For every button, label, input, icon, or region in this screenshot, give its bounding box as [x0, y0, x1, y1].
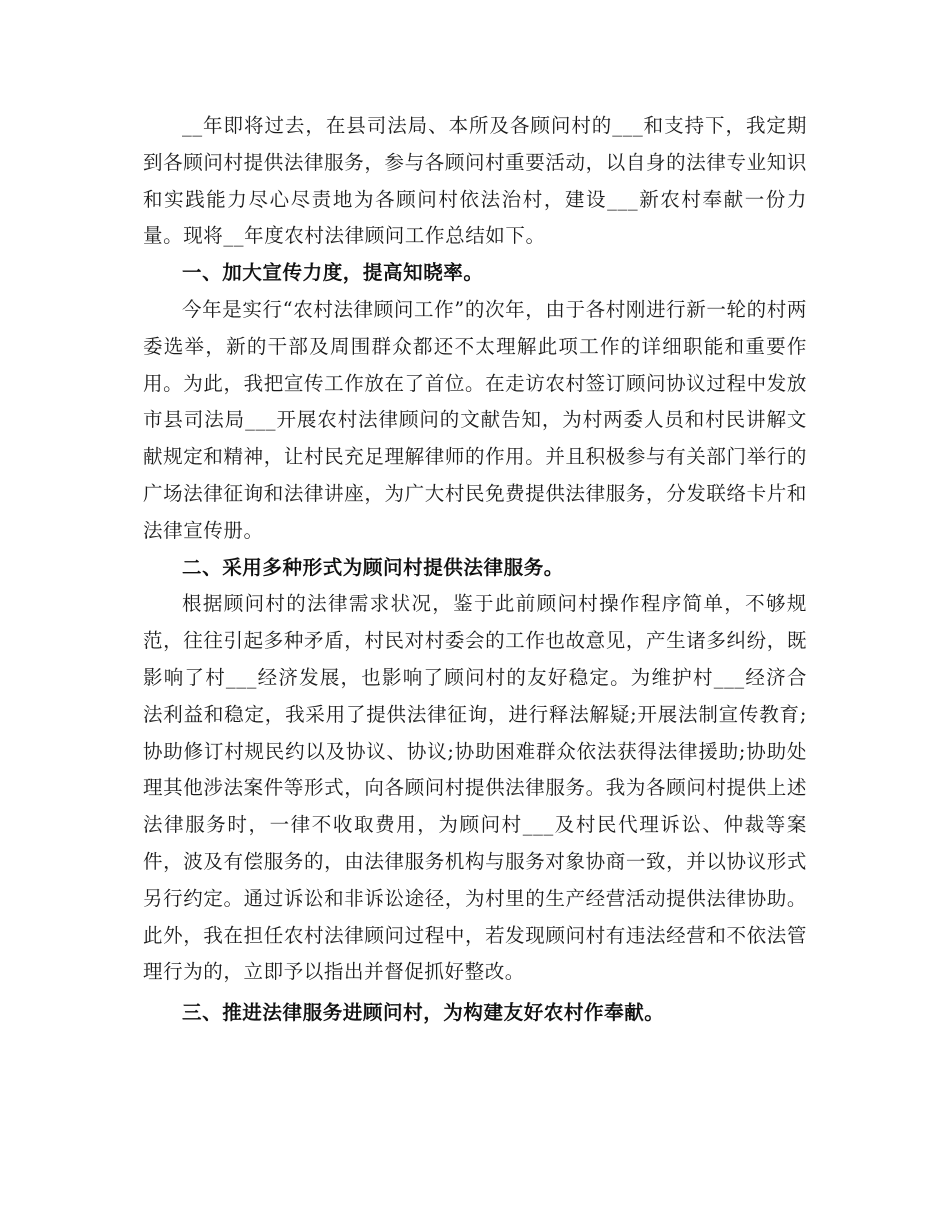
intro-paragraph: __年即将过去，在县司法局、本所及各顾问村的___和支持下，我定期到各顾问村提供法律服务，参与各顾问村重要活动，以自身的法律专业知识和实践能力尽心尽责地为各顾问村依法治村，建设___新农村奉献一份力量。现将__年度农村法律顾问工作总结如下。 [143, 114, 807, 248]
section-2-paragraph: 根据顾问村的法律需求状况，鉴于此前顾问村操作程序简单，不够规范，往往引起多种矛盾，村民对村委会的工作也故意见，产生诸多纠纷，既影响了村___经济发展，也影响了顾问村的友好稳定。为维护村___经济合法利益和稳定，我采用了提供法律征询，进行释法解疑;开展法制宣传教育;协助修订村规民约以及协议、协议;协助困难群众依法获得法律援助;协助处理其他涉法案件等形式，向各顾问村提供法律服务。我为各顾问村提供上述法律服务时，一律不收取费用，为顾问村___及村民代理诉讼、仲裁等案件，波及有偿服务的，由法律服务机构与服务对象协商一致，并以协议形式另行约定。通过诉讼和非诉讼途径，为村里的生产经营活动提供法律协助。此外，我在担任农村法律顾问过程中，若发现顾问村有违法经营和不依法管理行为的，立即予以指出并督促抓好整改。 [143, 592, 807, 984]
section-1-heading: 一、加大宣传力度，提高知晓率。 [182, 261, 484, 285]
section-1-paragraph: 今年是实行“农村法律顾问工作”的次年，由于各村刚进行新一轮的村两委选举，新的干部及周围群众都还不太理解此项工作的详细职能和重要作用。为此，我把宣传工作放在了首位。在走访农村签订顾问协议过程中发放市县司法局___开展农村法律顾问的文献告知，为村两委人员和村民讲解文献规定和精神，让村民充足理解律师的作用。并且积极参与有关部门举行的广场法律征询和法律讲座，为广大村民免费提供法律服务，分发联络卡片和法律宣传册。 [143, 297, 807, 542]
section-2-heading: 二、采用多种形式为顾问村提供法律服务。 [182, 555, 564, 579]
section-3-heading: 三、推进法律服务进顾问村，为构建友好农村作奉献。 [182, 1001, 665, 1025]
